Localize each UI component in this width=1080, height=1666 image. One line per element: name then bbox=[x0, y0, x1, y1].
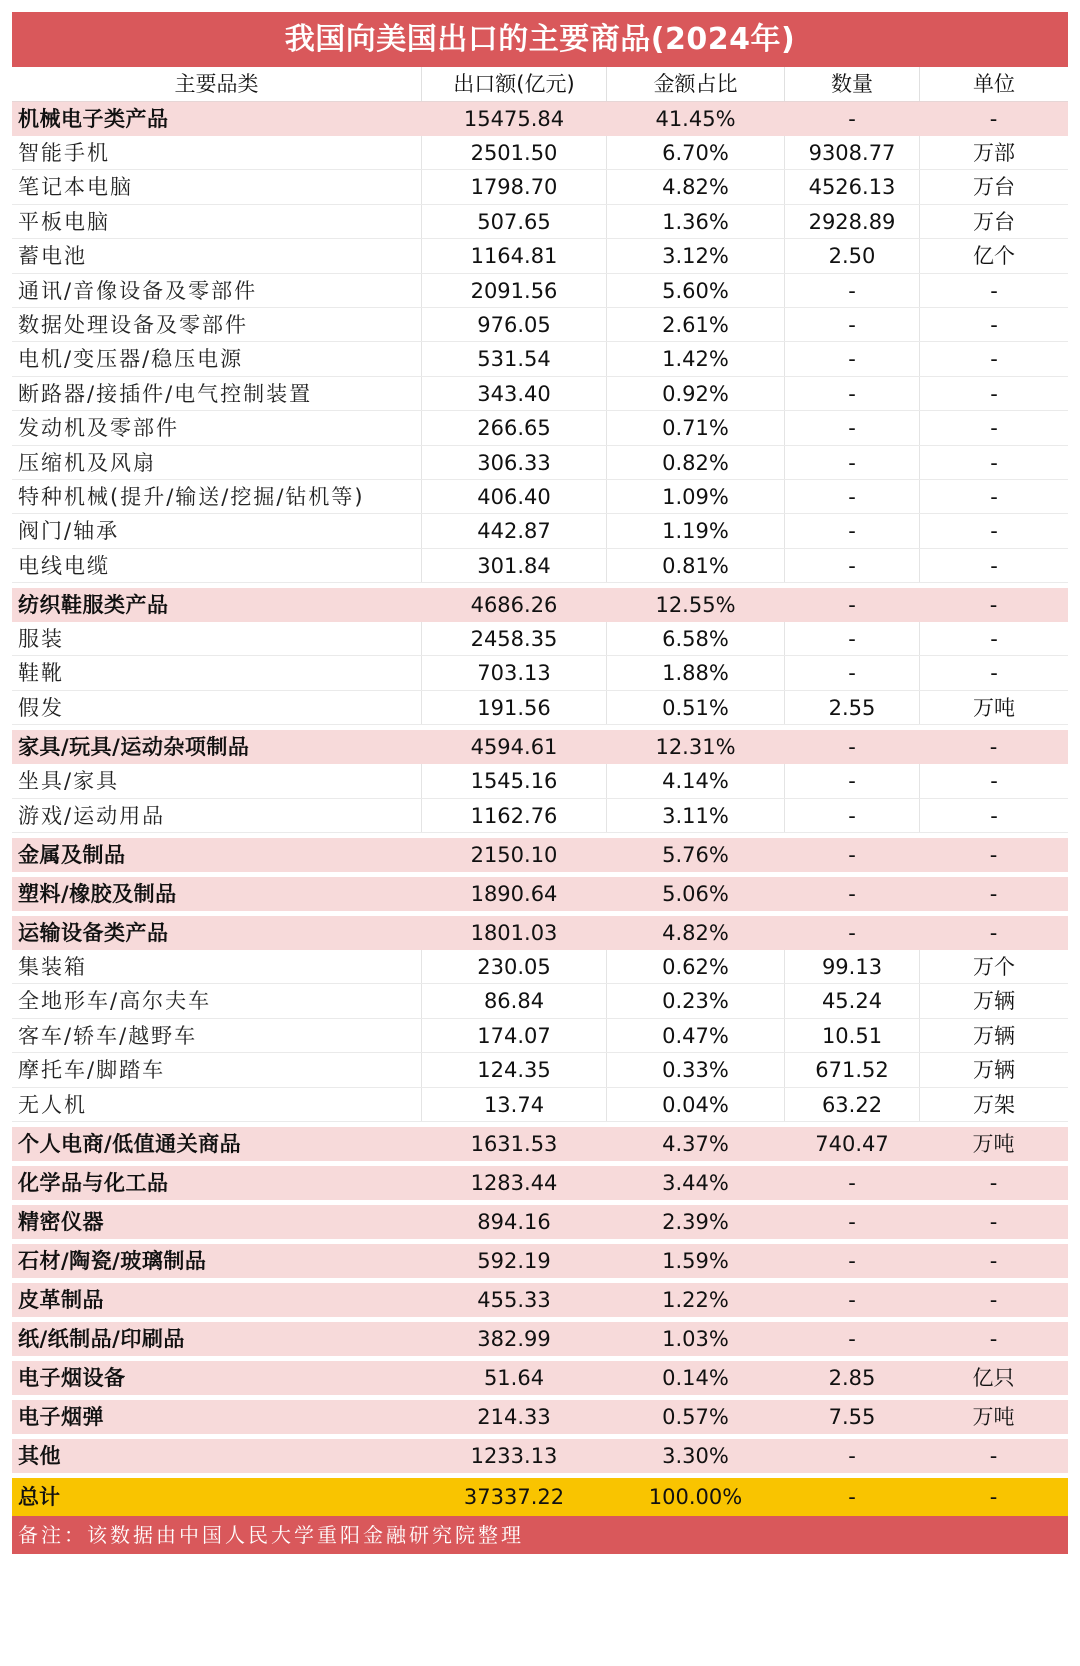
item-row bbox=[12, 205, 1068, 239]
cell-share: 0.57% bbox=[607, 1400, 785, 1434]
cell-quantity: - bbox=[785, 1439, 920, 1473]
cell-share: 0.51% bbox=[607, 691, 785, 724]
cell-quantity: - bbox=[785, 274, 920, 307]
category-row bbox=[12, 1283, 1068, 1317]
cell-unit: - bbox=[920, 916, 1068, 950]
cell-amount: 703.13 bbox=[422, 656, 607, 689]
cell-share: 3.44% bbox=[607, 1166, 785, 1200]
item-row bbox=[12, 274, 1068, 308]
cell-category: 精密仪器 bbox=[12, 1205, 422, 1239]
item-row bbox=[12, 1019, 1068, 1053]
cell-unit: - bbox=[920, 1166, 1068, 1200]
cell-unit: - bbox=[990, 278, 998, 303]
cell-share: 4.82% bbox=[607, 170, 785, 203]
cell-category: 无人机 bbox=[12, 1088, 422, 1121]
cell-unit: 万架 bbox=[973, 1092, 1015, 1117]
cell-quantity: 2.55 bbox=[785, 691, 920, 724]
cell-quantity: - bbox=[785, 730, 920, 764]
cell-unit: - bbox=[990, 381, 998, 406]
cell-category: 假发 bbox=[12, 691, 422, 724]
cell-unit: - bbox=[920, 588, 1068, 622]
cell-quantity: 2928.89 bbox=[785, 205, 920, 238]
cell-amount: 1164.81 bbox=[422, 239, 607, 272]
cell-category: 电子烟弹 bbox=[12, 1400, 422, 1434]
cell-unit: 亿个 bbox=[973, 244, 1015, 269]
cell-amount: 191.56 bbox=[422, 691, 607, 724]
item-row bbox=[12, 446, 1068, 480]
cell-category: 坐具/家具 bbox=[12, 764, 422, 797]
cell-unit: - bbox=[990, 450, 998, 475]
cell-quantity: 63.22 bbox=[785, 1088, 920, 1121]
cell-unit: 万吨 bbox=[920, 1400, 1068, 1434]
cell-category: 其他 bbox=[12, 1439, 422, 1473]
cell-share: 0.92% bbox=[607, 377, 785, 410]
cell-amount: 531.54 bbox=[422, 342, 607, 375]
cell-share: 4.14% bbox=[607, 764, 785, 797]
cell-quantity: 671.52 bbox=[785, 1053, 920, 1086]
cell-category: 蓄电池 bbox=[12, 239, 422, 272]
cell-unit: - bbox=[920, 1439, 1068, 1473]
cell-amount: 976.05 bbox=[422, 308, 607, 341]
cell-unit: - bbox=[920, 1283, 1068, 1317]
cell-share: 2.61% bbox=[607, 308, 785, 341]
cell-quantity: - bbox=[785, 446, 920, 479]
cell-unit: 万辆 bbox=[973, 1023, 1015, 1048]
cell-quantity: - bbox=[785, 588, 920, 622]
cell-amount: 1631.53 bbox=[422, 1127, 607, 1161]
cell-amount: 2150.10 bbox=[422, 838, 607, 872]
cell-share: 12.31% bbox=[607, 730, 785, 764]
cell-amount: 4686.26 bbox=[422, 588, 607, 622]
cell-quantity: 9308.77 bbox=[785, 136, 920, 169]
cell-quantity: 7.55 bbox=[785, 1400, 920, 1434]
cell-amount: 382.99 bbox=[422, 1322, 607, 1356]
item-row bbox=[12, 342, 1068, 376]
table-title: 我国向美国出口的主要商品(2024年) bbox=[12, 12, 1068, 67]
cell-quantity: - bbox=[785, 764, 920, 797]
cell-category: 集装箱 bbox=[12, 950, 422, 983]
cell-amount: 592.19 bbox=[422, 1244, 607, 1278]
cell-unit: - bbox=[990, 416, 998, 441]
cell-category: 纸/纸制品/印刷品 bbox=[12, 1322, 422, 1356]
cell-category: 通讯/音像设备及零部件 bbox=[12, 274, 422, 307]
cell-share: 6.58% bbox=[607, 622, 785, 655]
cell-unit: - bbox=[920, 838, 1068, 872]
cell-share: 3.30% bbox=[607, 1439, 785, 1473]
cell-category: 数据处理设备及零部件 bbox=[12, 308, 422, 341]
item-row bbox=[12, 514, 1068, 548]
cell-share: 0.71% bbox=[607, 411, 785, 444]
cell-category: 游戏/运动用品 bbox=[12, 799, 422, 832]
cell-share: 0.33% bbox=[607, 1053, 785, 1086]
cell-share: 5.06% bbox=[607, 877, 785, 911]
cell-share: 1.09% bbox=[607, 480, 785, 513]
cell-share: 0.23% bbox=[607, 984, 785, 1017]
cell-category: 电子烟设备 bbox=[12, 1361, 422, 1395]
cell-share: 2.39% bbox=[607, 1205, 785, 1239]
cell-category: 压缩机及风扇 bbox=[12, 446, 422, 479]
cell-unit: 万个 bbox=[973, 955, 1015, 980]
cell-quantity: - bbox=[785, 656, 920, 689]
cell-amount: 1545.16 bbox=[422, 764, 607, 797]
cell-unit: - bbox=[990, 553, 998, 578]
cell-amount: 1233.13 bbox=[422, 1439, 607, 1473]
item-row bbox=[12, 984, 1068, 1018]
cell-category: 运输设备类产品 bbox=[12, 916, 422, 950]
cell-category: 服装 bbox=[12, 622, 422, 655]
item-row bbox=[12, 377, 1068, 411]
cell-share: 1.88% bbox=[607, 656, 785, 689]
cell-quantity: - bbox=[785, 1478, 920, 1516]
item-row bbox=[12, 549, 1068, 583]
cell-unit: - bbox=[990, 519, 998, 544]
cell-amount: 301.84 bbox=[422, 549, 607, 582]
cell-category: 家具/玩具/运动杂项制品 bbox=[12, 730, 422, 764]
cell-quantity: - bbox=[785, 1244, 920, 1278]
cell-amount: 4594.61 bbox=[422, 730, 607, 764]
cell-category: 金属及制品 bbox=[12, 838, 422, 872]
cell-share: 1.22% bbox=[607, 1283, 785, 1317]
cell-quantity: - bbox=[785, 1205, 920, 1239]
category-row bbox=[12, 1244, 1068, 1278]
cell-quantity: - bbox=[785, 1322, 920, 1356]
cell-category: 个人电商/低值通关商品 bbox=[12, 1127, 422, 1161]
cell-amount: 266.65 bbox=[422, 411, 607, 444]
cell-quantity: - bbox=[785, 342, 920, 375]
cell-amount: 442.87 bbox=[422, 514, 607, 547]
cell-category: 全地形车/高尔夫车 bbox=[12, 984, 422, 1017]
cell-unit: 万吨 bbox=[920, 1127, 1068, 1161]
category-row bbox=[12, 916, 1068, 950]
cell-category: 总计 bbox=[12, 1478, 422, 1516]
total-row bbox=[12, 1478, 1068, 1516]
category-row bbox=[12, 877, 1068, 911]
cell-quantity: 4526.13 bbox=[785, 170, 920, 203]
cell-category: 智能手机 bbox=[12, 136, 422, 169]
cell-quantity: - bbox=[785, 1166, 920, 1200]
cell-amount: 406.40 bbox=[422, 480, 607, 513]
category-row bbox=[12, 102, 1068, 136]
cell-category: 电机/变压器/稳压电源 bbox=[12, 342, 422, 375]
export-table bbox=[12, 12, 1068, 1554]
item-row bbox=[12, 239, 1068, 273]
cell-quantity: - bbox=[785, 916, 920, 950]
cell-amount: 343.40 bbox=[422, 377, 607, 410]
cell-amount: 2501.50 bbox=[422, 136, 607, 169]
cell-unit: - bbox=[920, 877, 1068, 911]
category-row bbox=[12, 1361, 1068, 1395]
cell-category: 阀门/轴承 bbox=[12, 514, 422, 547]
cell-amount: 214.33 bbox=[422, 1400, 607, 1434]
cell-quantity: - bbox=[785, 799, 920, 832]
cell-share: 4.82% bbox=[607, 916, 785, 950]
cell-unit: - bbox=[990, 803, 998, 828]
item-row bbox=[12, 799, 1068, 833]
cell-amount: 13.74 bbox=[422, 1088, 607, 1121]
cell-unit: 万部 bbox=[973, 141, 1015, 165]
cell-amount: 1162.76 bbox=[422, 799, 607, 832]
cell-unit: - bbox=[920, 1478, 1068, 1516]
cell-share: 3.11% bbox=[607, 799, 785, 832]
cell-amount: 455.33 bbox=[422, 1283, 607, 1317]
cell-share: 100.00% bbox=[607, 1478, 785, 1516]
item-row bbox=[12, 308, 1068, 342]
cell-share: 0.47% bbox=[607, 1019, 785, 1052]
category-row bbox=[12, 1205, 1068, 1239]
cell-amount: 1801.03 bbox=[422, 916, 607, 950]
cell-quantity: 45.24 bbox=[785, 984, 920, 1017]
cell-share: 0.81% bbox=[607, 549, 785, 582]
cell-amount: 1890.64 bbox=[422, 877, 607, 911]
cell-amount: 2091.56 bbox=[422, 274, 607, 307]
cell-amount: 86.84 bbox=[422, 984, 607, 1017]
cell-quantity: 2.85 bbox=[785, 1361, 920, 1395]
cell-share: 4.37% bbox=[607, 1127, 785, 1161]
cell-category: 笔记本电脑 bbox=[12, 170, 422, 203]
cell-share: 1.59% bbox=[607, 1244, 785, 1278]
item-row bbox=[12, 764, 1068, 798]
cell-category: 平板电脑 bbox=[12, 205, 422, 238]
cell-unit: - bbox=[920, 1205, 1068, 1239]
cell-share: 41.45% bbox=[607, 102, 785, 136]
cell-amount: 894.16 bbox=[422, 1205, 607, 1239]
cell-category: 皮革制品 bbox=[12, 1283, 422, 1317]
header-share: 金额占比 bbox=[607, 67, 785, 101]
cell-unit: - bbox=[990, 312, 998, 337]
cell-category: 客车/轿车/越野车 bbox=[12, 1019, 422, 1052]
cell-amount: 306.33 bbox=[422, 446, 607, 479]
cell-unit: - bbox=[990, 661, 998, 686]
item-row bbox=[12, 170, 1068, 204]
cell-quantity: 99.13 bbox=[785, 950, 920, 983]
cell-unit: 亿只 bbox=[920, 1361, 1068, 1395]
item-row bbox=[12, 411, 1068, 445]
cell-category: 塑料/橡胶及制品 bbox=[12, 877, 422, 911]
cell-amount: 2458.35 bbox=[422, 622, 607, 655]
cell-share: 5.60% bbox=[607, 274, 785, 307]
cell-amount: 507.65 bbox=[422, 205, 607, 238]
cell-unit: - bbox=[990, 484, 998, 509]
header-amount: 出口额(亿元) bbox=[422, 67, 607, 101]
cell-category: 摩托车/脚踏车 bbox=[12, 1053, 422, 1086]
category-row bbox=[12, 1166, 1068, 1200]
cell-unit: 万台 bbox=[973, 175, 1015, 200]
item-row bbox=[12, 136, 1068, 170]
cell-unit: - bbox=[920, 1322, 1068, 1356]
cell-category: 纺织鞋服类产品 bbox=[12, 588, 422, 622]
cell-unit: 万吨 bbox=[973, 695, 1015, 720]
table-header bbox=[12, 67, 1068, 102]
cell-quantity: 10.51 bbox=[785, 1019, 920, 1052]
category-row bbox=[12, 588, 1068, 622]
cell-category: 机械电子类产品 bbox=[12, 102, 422, 136]
category-row bbox=[12, 1127, 1068, 1161]
item-row bbox=[12, 950, 1068, 984]
category-row bbox=[12, 838, 1068, 872]
cell-category: 化学品与化工品 bbox=[12, 1166, 422, 1200]
cell-unit: - bbox=[990, 769, 998, 794]
cell-category: 石材/陶瓷/玻璃制品 bbox=[12, 1244, 422, 1278]
cell-unit: 万台 bbox=[973, 209, 1015, 234]
item-row bbox=[12, 656, 1068, 690]
cell-unit: - bbox=[920, 1244, 1068, 1278]
category-row bbox=[12, 1400, 1068, 1434]
cell-amount: 174.07 bbox=[422, 1019, 607, 1052]
cell-unit: 万辆 bbox=[973, 989, 1015, 1014]
cell-quantity: - bbox=[785, 838, 920, 872]
cell-quantity: - bbox=[785, 480, 920, 513]
table-body bbox=[12, 102, 1068, 1478]
cell-quantity: - bbox=[785, 514, 920, 547]
category-row bbox=[12, 1322, 1068, 1356]
cell-unit: - bbox=[920, 730, 1068, 764]
cell-quantity: - bbox=[785, 411, 920, 444]
item-row bbox=[12, 480, 1068, 514]
cell-amount: 1283.44 bbox=[422, 1166, 607, 1200]
cell-amount: 124.35 bbox=[422, 1053, 607, 1086]
cell-amount: 230.05 bbox=[422, 950, 607, 983]
cell-quantity: - bbox=[785, 622, 920, 655]
cell-share: 1.03% bbox=[607, 1322, 785, 1356]
cell-share: 12.55% bbox=[607, 588, 785, 622]
cell-share: 0.14% bbox=[607, 1361, 785, 1395]
cell-unit: 万辆 bbox=[973, 1058, 1015, 1083]
cell-category: 断路器/接插件/电气控制装置 bbox=[12, 377, 422, 410]
item-row bbox=[12, 622, 1068, 656]
header-unit: 单位 bbox=[973, 72, 1015, 96]
cell-quantity: - bbox=[785, 877, 920, 911]
item-row bbox=[12, 1088, 1068, 1122]
cell-share: 1.42% bbox=[607, 342, 785, 375]
cell-quantity: 2.50 bbox=[785, 239, 920, 272]
cell-share: 3.12% bbox=[607, 239, 785, 272]
cell-category: 特种机械(提升/输送/挖掘/钻机等) bbox=[12, 480, 422, 513]
cell-quantity: - bbox=[785, 1283, 920, 1317]
cell-quantity: - bbox=[785, 377, 920, 410]
cell-share: 0.62% bbox=[607, 950, 785, 983]
cell-quantity: - bbox=[785, 102, 920, 136]
category-row bbox=[12, 1439, 1068, 1473]
cell-category: 鞋靴 bbox=[12, 656, 422, 689]
cell-unit: - bbox=[990, 627, 998, 652]
cell-category: 发动机及零部件 bbox=[12, 411, 422, 444]
header-category: 主要品类 bbox=[12, 67, 422, 101]
header-quantity: 数量 bbox=[785, 67, 920, 101]
cell-share: 6.70% bbox=[607, 136, 785, 169]
cell-share: 1.36% bbox=[607, 205, 785, 238]
category-row bbox=[12, 730, 1068, 764]
cell-amount: 15475.84 bbox=[422, 102, 607, 136]
cell-share: 0.04% bbox=[607, 1088, 785, 1121]
source-note: 备注：该数据由中国人民大学重阳金融研究院整理 bbox=[12, 1516, 1068, 1554]
cell-share: 0.82% bbox=[607, 446, 785, 479]
cell-unit: - bbox=[920, 102, 1068, 136]
cell-quantity: 740.47 bbox=[785, 1127, 920, 1161]
cell-amount: 51.64 bbox=[422, 1361, 607, 1395]
item-row bbox=[12, 1053, 1068, 1087]
cell-amount: 1798.70 bbox=[422, 170, 607, 203]
cell-quantity: - bbox=[785, 549, 920, 582]
cell-category: 电线电缆 bbox=[12, 549, 422, 582]
cell-share: 1.19% bbox=[607, 514, 785, 547]
item-row bbox=[12, 691, 1068, 725]
cell-amount: 37337.22 bbox=[422, 1478, 607, 1516]
cell-quantity: - bbox=[785, 308, 920, 341]
cell-unit: - bbox=[990, 347, 998, 372]
cell-share: 5.76% bbox=[607, 838, 785, 872]
